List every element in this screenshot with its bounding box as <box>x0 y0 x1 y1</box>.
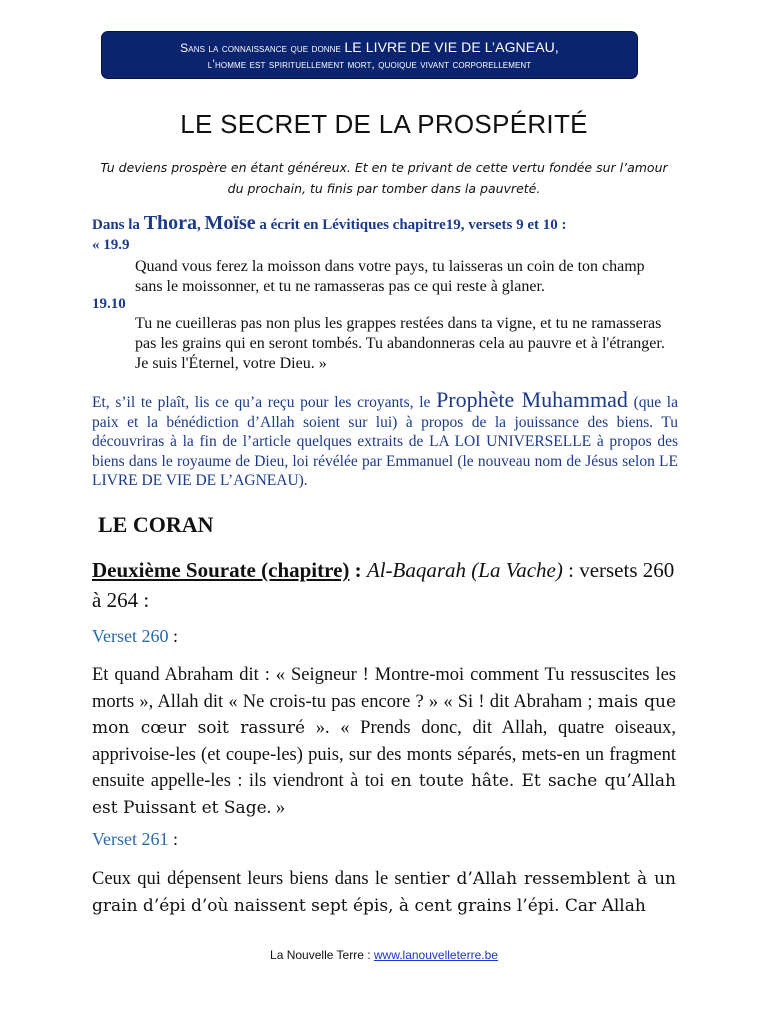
thora-word: Thora <box>143 212 198 234</box>
sourate-heading: Deuxième Sourate (chapitre) : Al-Baqarah (La Vache) : versets 260 à 264 : <box>92 558 675 612</box>
sourate-arabic-name: Al-Baqarah (La Vache) <box>366 558 563 582</box>
website-link[interactable]: www.lanouvelleterre.be <box>373 948 498 962</box>
subtitle: Tu deviens prospère en étant généreux. Et en te privant de cette vertu fondée sur l’amour du prochain, tu finis par tomber dans la pauvreté. <box>100 160 668 196</box>
prophet-name: Prophète Muhammad <box>436 387 628 412</box>
section-heading-coran: LE CORAN <box>98 512 214 537</box>
header-banner <box>101 31 638 79</box>
moise-word: Moïse <box>204 212 256 234</box>
intro-paragraph: Et, s’il te plaît, lis ce qu’a reçu pour les croyants, le Prophète Muhammad (que la paix et la bénédiction d’Allah soient sur lui) à propos de la jouissance des biens. Tu découvriras à la fin de l’article quelques extraits de LA LOI UNIVERSELLE à propos des biens dans le royaume de Dieu, loi révélée par Emmanuel (le nouveau nom de Jésus selon LE LIVRE DE VIE DE L’AGNEAU). <box>92 387 678 489</box>
verset-261-text: Ceux qui dépensent leurs biens dans le sentier d’Allah ressemblent à un grain d’épi d’où naissent sept épis, à cent grains l’épi. Car Allah <box>92 869 676 916</box>
leviticus-19-9-text: Quand vous ferez la moisson dans votre pays, tu laisseras un coin de ton champ sans le moissonner, et tu ne ramasseras pas ce qui reste à glaner. <box>135 258 645 295</box>
verset-261-label: Verset 261 : <box>92 829 178 849</box>
intro-line: Dans la Thora, Moïse a écrit en Lévitiques chapitre19, versets 9 et 10 : « 19.9 <box>92 212 567 253</box>
verse-19-10-number: 19.10 <box>92 296 126 312</box>
verset-260-label: Verset 260 : <box>92 626 178 646</box>
sourate-name: Deuxième Sourate (chapitre) <box>92 558 350 582</box>
footer: La Nouvelle Terre : www.lanouvelleterre.be <box>270 948 498 962</box>
leviticus-19-10-text: Tu ne cueilleras pas non plus les grappes restées dans ta vigne, et tu ne ramasseras pas les grains qui en seront tombés. Tu abandonneras cela au pauvre et à l'étranger. Je suis l'Éternel, votre Dieu. » <box>135 315 665 372</box>
banner-book-title: LE LIVRE DE VIE DE L’AGNEAU, <box>344 39 559 55</box>
verset-260-text: Et quand Abraham dit : « Seigneur ! Montre-moi comment Tu ressuscites les morts », Allah dit « Ne crois-tu pas encore ? » « Si ! dit Abraham ; mais que mon cœur soit rassuré ». « Prends donc, dit Allah, quatre oiseaux, apprivoise-les (et coupe-les) puis, sur des monts séparés, mets-en un fragment ensuite appelle-les : ils viendront à toi en toute hâte. Et sache qu’Allah est Puissant et Sage. » <box>92 665 676 818</box>
page-title: LE SECRET DE LA PROSPÉRITÉ <box>180 109 588 139</box>
banner-line-2: l’homme est spirituellement mort, quoique vivant corporellement <box>207 57 532 71</box>
verse-19-9-number: « 19.9 <box>92 237 130 253</box>
banner-line-1: Sans la connaissance que donne LE LIVRE DE VIE DE L’AGNEAU, <box>180 39 559 55</box>
